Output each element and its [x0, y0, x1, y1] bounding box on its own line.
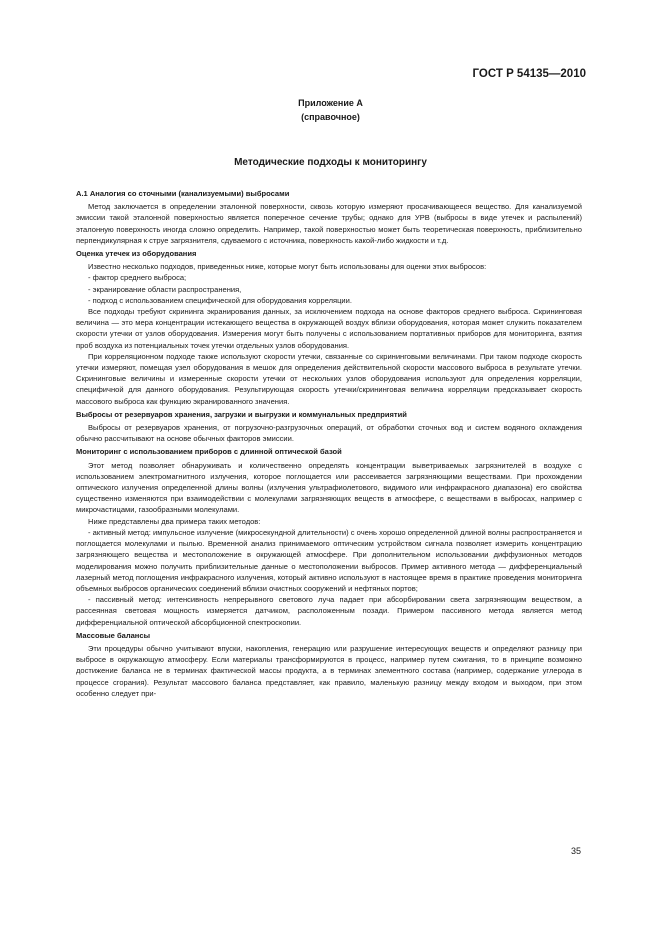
- section-title: Методические подходы к мониторингу: [234, 157, 427, 168]
- paragraph-optical-1: Этот метод позволяет обнаруживать и количественно определять концентрации выветриваемых загрязнителей в воздухе с использованием электромагнитного излучения, которое поглощается или рассеивается загрязняющими веществами. При прохождении оптического излучения определенной длины волны (излучения ультрафиолетового, видимого или инфракрасного диапазона) его свойства существенно изменяются при взаимодействии с молекулами загрязняющих веществ в атмосфере, с веществами в выбросах, например с микрочастицами, газообразными молекулами.: [76, 460, 582, 515]
- paragraph-leaks-intro: Известно несколько подходов, приведенных ниже, которые могут быть использованы для оценки этих выбросов:: [88, 262, 487, 272]
- heading-mass-balance: Массовые балансы: [76, 630, 151, 640]
- paragraph-tanks-1: Выбросы от резервуаров хранения, от погрузочно-разгрузочных операций, от обработки сточных вод и систем водяного охлаждения обычно рассчитывают на основе обычных факторов эмиссии.: [76, 423, 582, 444]
- list-item: - подход с использованием специфической для оборудования корреляции.: [88, 295, 352, 305]
- appendix-type: (справочное): [301, 112, 360, 122]
- heading-optical: Мониторинг с использованием приборов с длинной оптической базой: [76, 447, 342, 457]
- appendix-title: Приложение А: [298, 98, 363, 108]
- document-body: [76, 186, 582, 699]
- heading-tanks: Выбросы от резервуаров хранения, загрузки и выгрузки и коммунальных предприятий: [76, 409, 407, 419]
- paragraph-optical-3: - активный метод: импульсное излучение (микросекундной длительности) с очень хорошо определенной длиной волны распространяется и поглощается молекулами и пылью. Временной анализ принимаемого оптическим устройством сигнала позволяет измерить концентрацию загрязняющего вещества и местоположение в окружающей атмосфере. При дополнительном использовании диффузионных методов моделирования можно получить приблизительные данные о местоположении выбросов. Пример активного метода — дифференциальный лазерный метод поглощения инфракрасного излучения, который активно используют в настоящее время в практике проведения мониторинга объемных выбросов органических соединений вблизи очистных сооружений и нефтяных портов;: [76, 527, 582, 593]
- list-item: - экранирование области распространения,: [88, 284, 242, 294]
- heading-leaks: Оценка утечек из оборудования: [76, 249, 197, 259]
- list-item: - фактор среднего выброса;: [88, 273, 187, 283]
- appendix-header: [0, 96, 661, 124]
- paragraph-a1-1: Метод заключается в определении эталонной поверхности, сквозь которую измеряют просачивающееся вещество. Для канализуемой эмиссии такой эталонной поверхностью является поперечное сечение трубы; однако для УРВ (выбросы в виде утечек и распылений) эталонную поверхность иногда сложно определить. Например, такой поверхностью может быть теоретическая поверхность, приблизительно перпендикулярная к струе загрязнителя, сдуваемого с источника, поверхность какой-либо жидкости и т.д.: [76, 202, 582, 245]
- page-number: 35: [570, 846, 581, 856]
- heading-a1: А.1 Аналогия со сточными (канализуемыми) выбросами: [76, 189, 290, 198]
- paragraph-mass-1: Эти процедуры обычно учитывают впуски, накопления, генерацию или разрушение интересующих веществ и определяют разницу при выбросе в окружающую атмосферу. Если материалы трансформируются в процесс, например путем сжигания, то в принципе возможно достижение баланса не в терминах фактической массы продукта, а в терминах элементного состава (например, содержание углерода в процессе сгорания). Результат массового баланса представляет, как правило, маленькую разницу между входом и выходом, при этом особенно следует при-: [76, 643, 582, 698]
- paragraph-leaks-3: При корреляционном подходе также используют скорости утечки, связанные со скрининговыми величинами. При таком подходе скорость утечки измеряют, помещая узел оборудования в мешок для определения действительной скорости массового выброса в результате утечки. Скрининговые величины и измеренные скорости утечки от нескольких узлов оборудования используют для определения корреляции, специфичной для данного оборудования. Результирующая скорость утечки/скрининговая величина корреляции предсказывает скорость массового выброса как функцию экранированного значения.: [76, 351, 582, 406]
- paragraph-optical-2: Ниже представлены два примера таких методов:: [88, 516, 261, 526]
- paragraph-leaks-2: Все подходы требуют скрининга экранирования данных, за исключением подхода на основе факторов среднего выброса. Скрининговая величина — это мера концентрации истекающего вещества в окружающей воздух вблизи оборудования, которая может служить показателем скорости утечки от узлов оборудования. Измерения могут быть получены с использованием портативных приборов для мониторинга, взятия проб воздуха из потенциальных точек утечки отдельных узлов оборудования.: [76, 307, 582, 350]
- document-code: ГОСТ Р 54135—2010: [472, 68, 586, 80]
- paragraph-optical-4: - пассивный метод: интенсивность непрерывного светового луча падает при абсорбировании света загрязняющим веществом, а рассеянная световая мощность измеряется датчиком, расположенным позади. Примером пассивного метода является метод дифференциальной оптической абсорбционной спектроскопии.: [76, 595, 582, 627]
